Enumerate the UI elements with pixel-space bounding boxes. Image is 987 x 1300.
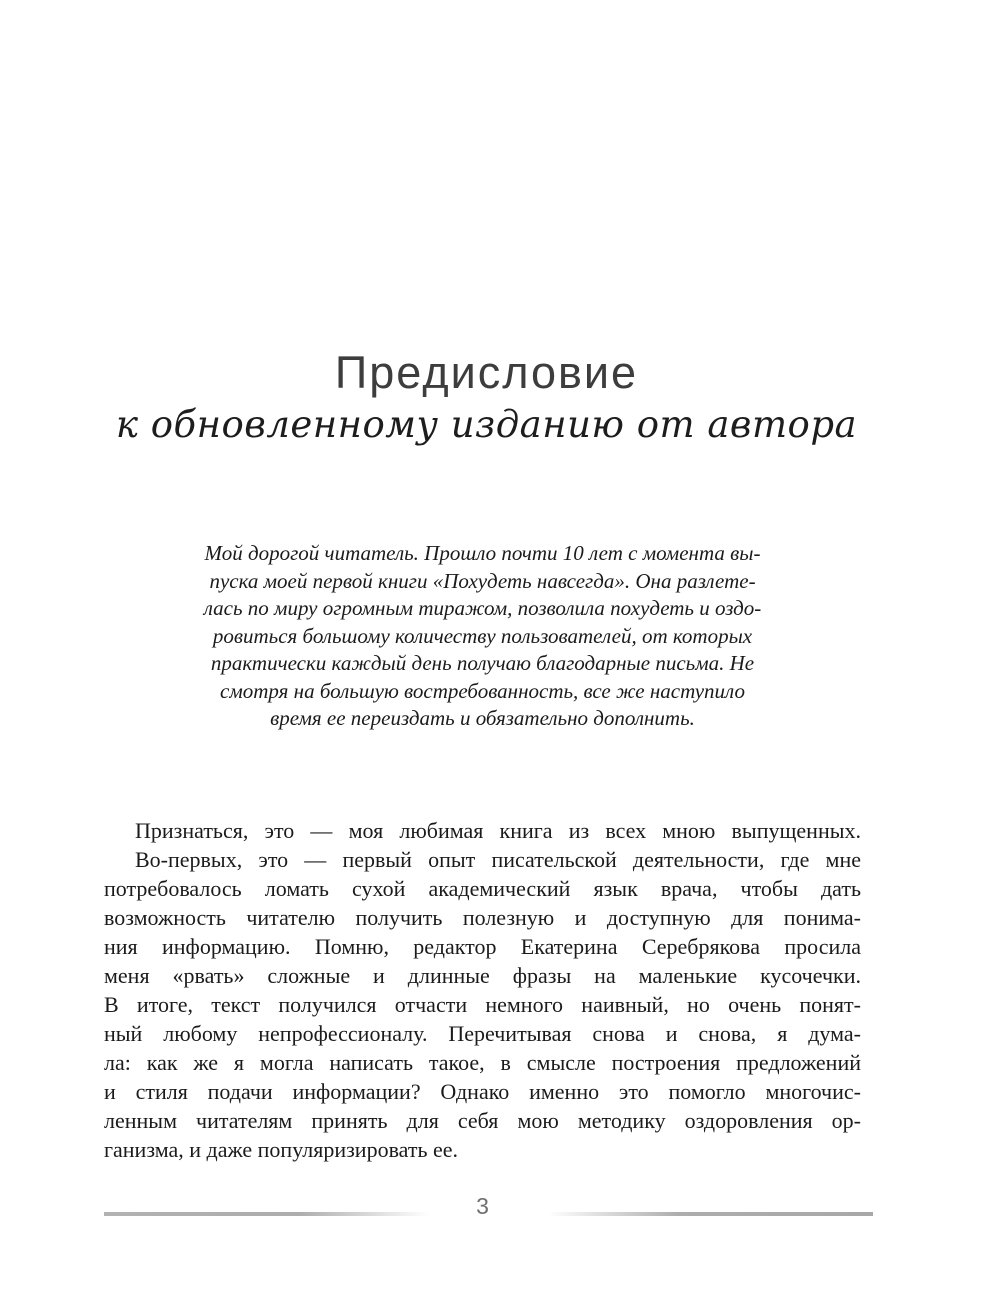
chapter-subtitle: к обновленному изданию от автора — [115, 403, 858, 446]
text-line: пуска моей первой книги «Похудеть навсегда». Она разлете- — [209, 568, 756, 593]
chapter-header — [0, 347, 973, 451]
text-line: смотря на большую востребованность, все же наступило — [220, 678, 745, 703]
chapter-title: Предисловие — [334, 347, 639, 398]
text-line: лась по миру огромным тиражом, позволила похудеть и оздо- — [203, 596, 762, 620]
text-line: ленным читателям принять для себя мою методику оздоровления ор- — [104, 1108, 861, 1133]
body-paragraph — [104, 845, 861, 1164]
footer-rule-right — [548, 1212, 873, 1216]
body-text — [104, 816, 861, 1164]
text-line: Во-первых, это — первый опыт писательской деятельности, где мне — [135, 847, 861, 872]
text-line: Мой дорогой читатель. Прошло почти 10 лет с момента вы- — [204, 541, 761, 565]
text-line: возможность читателю получить полезную и доступную для понима- — [104, 905, 861, 930]
epigraph — [104, 540, 861, 733]
text-line: ния информацию. Помню, редактор Екатерина Серебрякова просила — [104, 934, 861, 959]
text-line: и стиля подачи информации? Однако именно это помогло многочис- — [104, 1079, 861, 1104]
text-line: ганизма, и даже популяризировать ее. — [104, 1137, 459, 1162]
text-line: ла: как же я могла написать такое, в смысле построения предложений — [104, 1050, 861, 1075]
page-number: 3 — [476, 1193, 489, 1219]
text-line: В итоге, текст получился отчасти немного наивный, но очень понят- — [104, 992, 861, 1017]
text-line: практически каждый день получаю благодарные письма. Не — [210, 651, 755, 675]
body-paragraph — [104, 816, 861, 845]
text-line: меня «рвать» сложные и длинные фразы на маленькие кусочечки. — [104, 963, 861, 988]
text-line: ный любому непрофессионалу. Перечитывая снова и снова, я дума- — [104, 1021, 861, 1046]
footer-rule-left — [104, 1212, 429, 1216]
text-line: ровиться большому количеству пользователей, от которых — [212, 623, 753, 648]
text-line: потребовалось ломать сухой академический язык врача, чтобы дать — [104, 876, 861, 901]
text-line: время ее переиздать и обязательно дополнить. — [270, 706, 695, 730]
text-line: Признаться, это — моя любимая книга из всех мною выпущенных. — [135, 818, 861, 843]
page-footer — [104, 1194, 873, 1218]
